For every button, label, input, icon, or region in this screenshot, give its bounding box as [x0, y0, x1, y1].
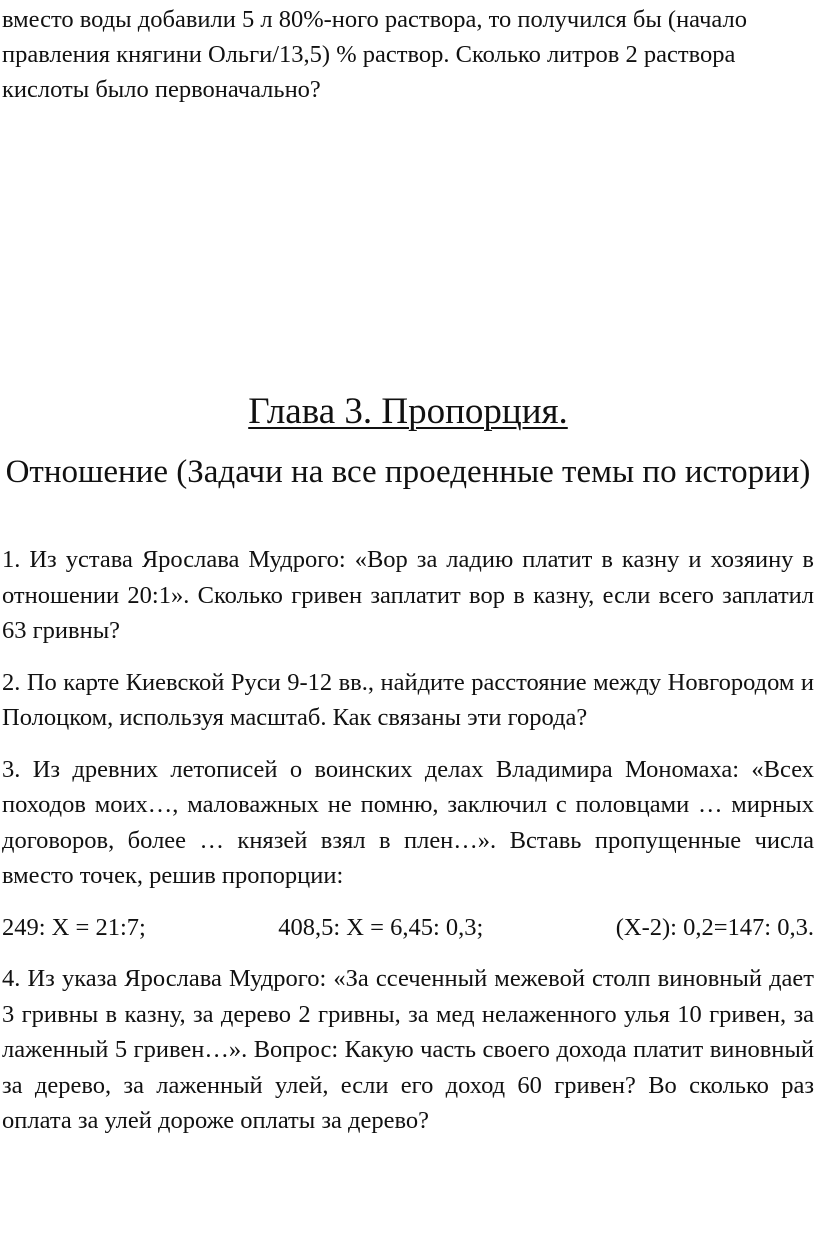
task-2: 2. По карте Киевской Руси 9-12 вв., найдите расстояние между Новгородом и Полоцком, используя масштаб. Как связаны эти города? — [2, 668, 814, 731]
proportion-3: (X-2): 0,2=147: 0,3. — [615, 913, 814, 941]
proportion-1: 249: X = 21:7; — [2, 913, 146, 941]
task-1: 1. Из устава Ярослава Мудрого: «Вор за ладию платит в казну и хозяину в отношении 20:1». Сколько гривен заплатит вор в казну, если всего заплатил 63 гривны? — [2, 546, 814, 644]
task-4: 4. Из указа Ярослава Мудрого: «За ссеченный межевой столп виновный дает 3 гривны в казну, за дерево 2 гривны, за мед нелаженного улья 10 гривен, за лаженный 5 гривен…». Вопрос: Какую часть своего дохода платит виновный за дерево, за лаженный улей, если его доход 60 гривен? Во сколько раз оплата за улей дороже оплаты за дерево? — [2, 965, 814, 1134]
task-3-proportions — [2, 910, 814, 946]
proportion-2: 408,5: X = 6,45: 0,3; — [278, 913, 484, 941]
section-title: Отношение (Задачи на все проеденные темы по истории) — [5, 454, 811, 490]
chapter-title: Глава 3. Пропорция. — [248, 391, 568, 432]
intro-paragraph: вместо воды добавили 5 л 80%-ного раствора, то получился бы (начало правления княгини Ольги/13,5) % раствор. Сколько литров 2 раствора кислоты было первоначально? — [2, 6, 747, 103]
task-3: 3. Из древних летописей о воинских делах Владимира Мономаха: «Всех походов моих…, маловажных не помню, заключил с половцами … мирных договоров, более … князей взял в плен…». Вставь пропущенные числа вместо точек, решив пропорции: — [2, 755, 814, 889]
task-list — [2, 542, 814, 1155]
